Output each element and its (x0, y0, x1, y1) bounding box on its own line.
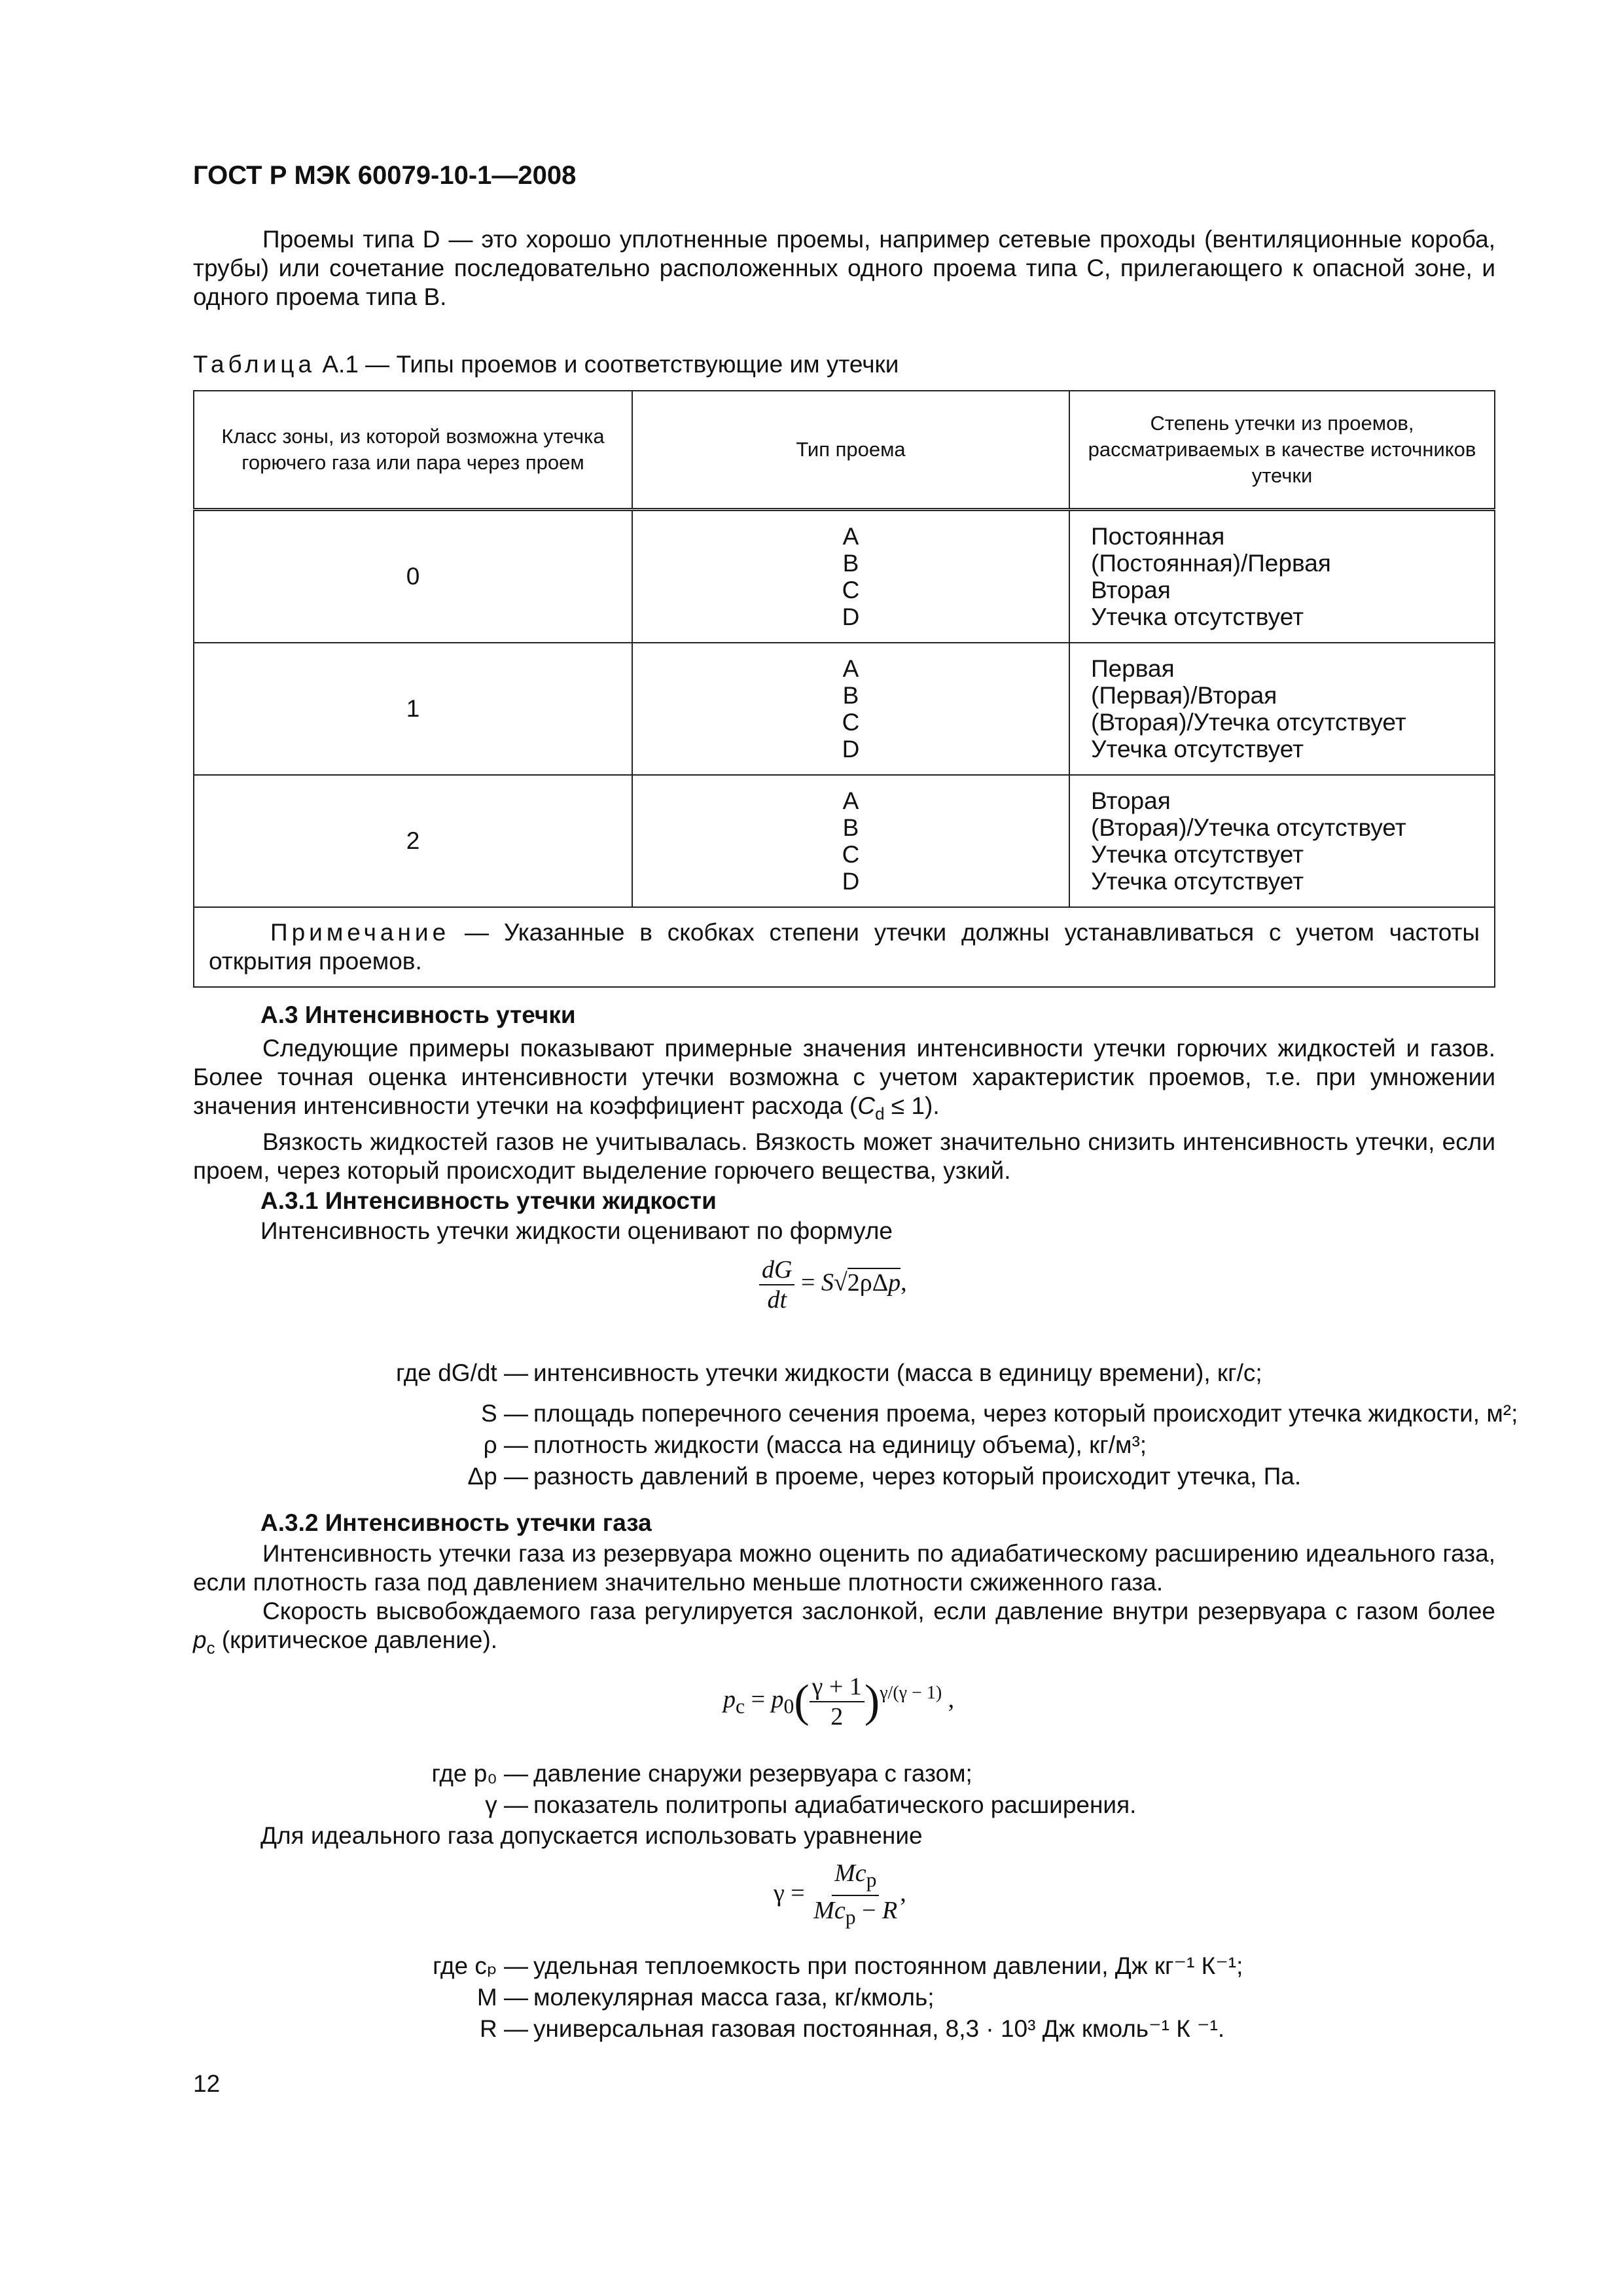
a32-p2-end: (критическое давление). (221, 1626, 498, 1653)
type-a: A (842, 655, 859, 682)
types-cell (632, 775, 1069, 907)
leak-b: (Вторая)/Утечка отсутствует (1091, 814, 1406, 841)
critical-pressure-formula: $p_c = p_0$( $\frac{\gamma + 1}{2}$ )$^{\gamma/(\gamma - 1)}$ , (723, 1673, 955, 1731)
a32-paragraph-1: Интенсивность утечки газа из резервуара можно оценить по адиабатическому расширению идеального газа, если плотность газа под давлением значительно меньше плотности сжиженного газа. (193, 1540, 1495, 1596)
leak-d: Утечка отсутствует (1091, 736, 1304, 762)
table-note (194, 907, 1495, 987)
leak-c: (Вторая)/Утечка отсутствует (1091, 709, 1406, 736)
leak-c: Вторая (1091, 577, 1171, 603)
section-a3-body (193, 1034, 1495, 1185)
definition-row (193, 2013, 1495, 2045)
adiabatic-index-formula: γ = $\frac{Mc_p}{Mc_p - R}$ , (774, 1859, 906, 1929)
section-a32-body (193, 1539, 1495, 1662)
def-symbol: R — (480, 2015, 528, 2042)
table-row (194, 510, 1495, 643)
def-text: интенсивность утечки жидкости (масса в единицу времени), кг/с; (533, 1359, 1262, 1386)
definition-row (193, 1398, 1518, 1429)
def-symbol: Δp — (467, 1463, 528, 1490)
leak-cell (1069, 643, 1495, 775)
section-a31-heading: А.3.1 Интенсивность утечки жидкости (260, 1187, 717, 1214)
type-b: B (842, 682, 859, 709)
leak-a: Вторая (1091, 787, 1171, 814)
def-text: разность давлений в проеме, через который происходит утечка, Па. (533, 1463, 1302, 1490)
page-number: 12 (193, 2070, 221, 2097)
leak-b: (Первая)/Вторая (1091, 682, 1277, 709)
definition-row (193, 1789, 1495, 1821)
type-d: D (842, 736, 860, 762)
leak-c: Утечка отсутствует (1091, 841, 1304, 868)
types-cell (632, 510, 1069, 643)
intro-paragraph (193, 225, 1495, 312)
table-caption (193, 351, 899, 378)
a3-paragraph-2: Вязкость жидкостей газов не учитывалась. Вязкость может значительно снизить интенсивность утечки, если проем, через который происходит выделение горючего вещества, узкий. (193, 1128, 1495, 1185)
type-c: C (842, 709, 860, 736)
liquid-leak-formula: $\frac{dG}{dt}$ = S√2ρΔp, (759, 1255, 907, 1314)
def-symbol: ρ — (483, 1431, 528, 1458)
table-caption-word: Таблица (193, 351, 316, 378)
leak-a: Первая (1091, 655, 1175, 682)
table-header-type: Тип проема (632, 391, 1069, 510)
leak-types-table (193, 390, 1495, 988)
leak-d: Утечка отсутствует (1091, 868, 1304, 895)
gas-formula-definitions (193, 1758, 1495, 1821)
note-word: Примечание (270, 919, 450, 946)
ideal-gas-definitions (193, 1950, 1495, 2045)
leak-b: (Постоянная)/Первая (1091, 550, 1331, 577)
definition-row (193, 1429, 1495, 1461)
a3-p1-text: Следующие примеры показывают примерные значения интенсивности утечки горючих жидкостей и газов. Более точная оценка интенсивности утечки возможна с учетом характеристик проемов, т.е. при умножении значения интенсивности утечки на коэффициент расхода ( (193, 1035, 1495, 1119)
definition-row (193, 1348, 1495, 1398)
table-caption-rest: А.1 — Типы проемов и соответствующие им утечки (322, 351, 899, 378)
definition-row (193, 1758, 1495, 1789)
a31-intro: Интенсивность утечки жидкости оценивают по формуле (260, 1217, 893, 1244)
def-text: площадь поперечного сечения проема, через который происходит утечка жидкости, м²; (533, 1400, 1518, 1427)
type-c: C (842, 577, 860, 603)
zone-cell: 0 (194, 510, 632, 643)
type-d: D (842, 868, 860, 895)
leak-d: Утечка отсутствует (1091, 603, 1304, 630)
a32-paragraph-2: Скорость высвобождаемого газа регулируется заслонкой, если давление внутри резервуара с газом более $p_c$ (критическое давление). (193, 1598, 1495, 1658)
a3-p1-end: ≤ 1). (884, 1092, 940, 1119)
def-text: показатель политропы адиабатического расширения. (533, 1791, 1137, 1818)
leak-cell (1069, 510, 1495, 643)
type-b: B (842, 814, 859, 841)
def-symbol: γ — (485, 1791, 528, 1818)
type-a: A (842, 523, 859, 550)
def-symbol: где p₀ — (431, 1760, 528, 1787)
def-text: плотность жидкости (масса на единицу объема), кг/м³; (533, 1431, 1147, 1458)
section-a3-heading: А.3 Интенсивность утечки (260, 1001, 576, 1028)
def-text: давление снаружи резервуара с газом; (533, 1760, 972, 1787)
leak-cell (1069, 775, 1495, 907)
def-text: универсальная газовая постоянная, 8,3 · 10³ Дж кмоль⁻¹ К ⁻¹. (533, 2015, 1225, 2042)
zone-cell: 2 (194, 775, 632, 907)
a3-paragraph-1: Следующие примеры показывают примерные значения интенсивности утечки горючих жидкостей и газов. Более точная оценка интенсивности утечки возможна с учетом характеристик проемов, т.е. при умножении значения интенсивности утечки на коэффициент расхода $(C_d \le 1)$. (193, 1035, 1495, 1124)
type-c: C (842, 841, 860, 868)
table-header-leak: Степень утечки из проемов, рассматриваемых в качестве источников утечки (1069, 391, 1495, 510)
section-a32-heading: А.3.2 Интенсивность утечки газа (260, 1509, 652, 1536)
definition-row (193, 1950, 1495, 1982)
definition-row (193, 1982, 1495, 2013)
def-symbol: M — (476, 1984, 528, 2011)
intro-text: Проемы типа D — это хорошо уплотненные проемы, например сетевые проходы (вентиляционные короба, трубы) или сочетание последовательно расположенных одного проема типа С, прилегающего к опасной зоне, и одного проема типа В. (193, 226, 1495, 310)
def-text: молекулярная масса газа, кг/кмоль; (533, 1984, 935, 2011)
type-a: A (842, 787, 859, 814)
type-b: B (842, 550, 859, 577)
types-cell (632, 643, 1069, 775)
table-header-zone: Класс зоны, из которой возможна утечка горючего газа или пара через проем (194, 391, 632, 510)
note-text: — Указанные в скобках степени утечки должны устанавливаться с учетом частоты открытия проемов. (209, 919, 1480, 975)
def-symbol: S — (481, 1400, 528, 1427)
leak-a: Постоянная (1091, 523, 1225, 550)
document-header: ГОСТ Р МЭК 60079-10-1—2008 (193, 161, 577, 190)
a32-p2-text: Скорость высвобождаемого газа регулируется заслонкой, если давление внутри резервуара с газом более (262, 1598, 1495, 1624)
table-row (194, 775, 1495, 907)
def-symbol: где dG/dt — (395, 1359, 528, 1386)
def-text: удельная теплоемкость при постоянном давлении, Дж кг⁻¹ К⁻¹; (533, 1952, 1243, 1979)
def-symbol: где cₚ — (433, 1952, 528, 1979)
a32-paragraph-3: Для идеального газа допускается использовать уравнение (260, 1822, 923, 1849)
zone-cell: 1 (194, 643, 632, 775)
table-row (194, 643, 1495, 775)
type-d: D (842, 603, 860, 630)
liquid-formula-definitions (193, 1348, 1518, 1492)
definition-row (193, 1461, 1495, 1492)
